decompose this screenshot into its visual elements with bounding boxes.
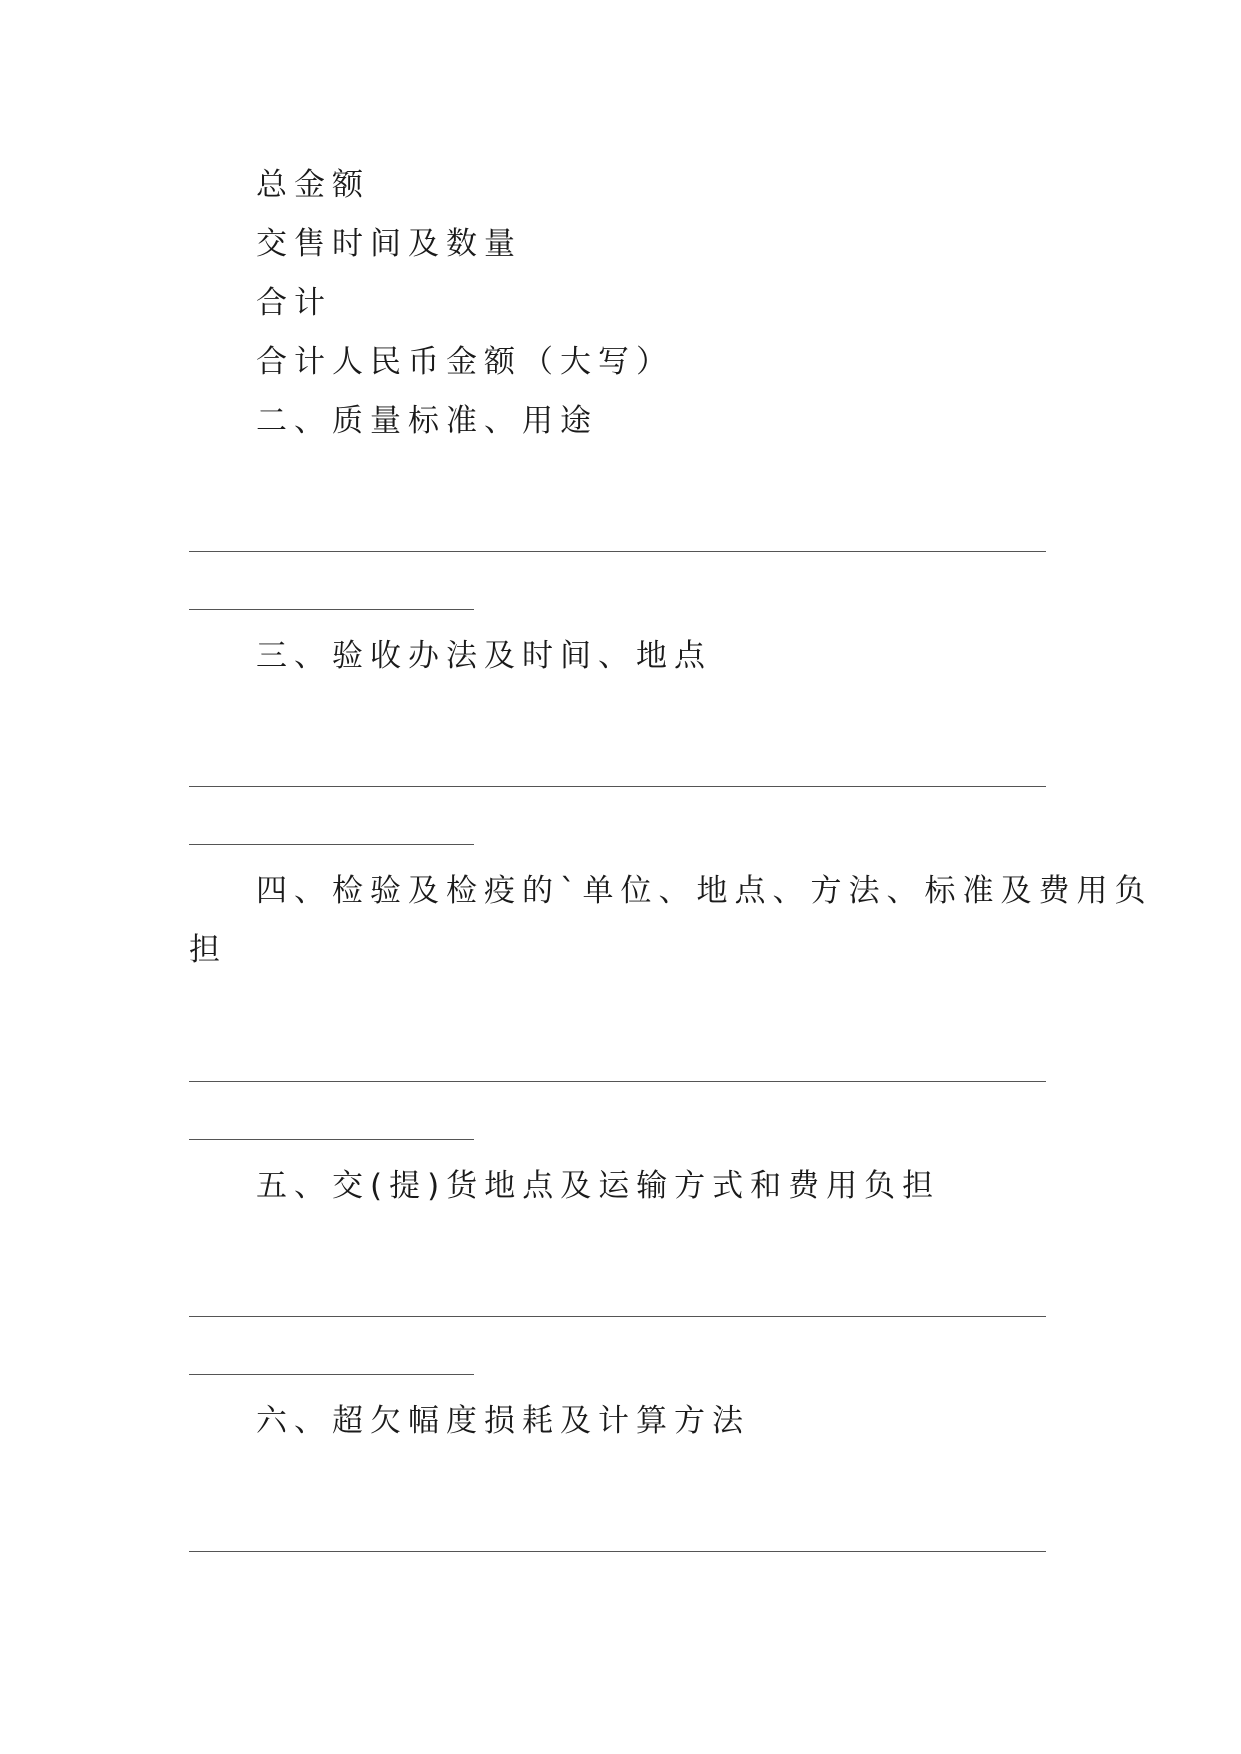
section-5-heading: 五、交(提)货地点及运输方式和费用负担 [256,1168,941,1204]
blank-fill-line [189,1081,1046,1082]
rmb-amount-label: 合计人民币金额（大写） [256,344,674,380]
blank-fill-line [189,786,1046,787]
section-4-heading: 四、检验及检疫的`单位、地点、方法、标准及费用负 [256,873,1153,909]
section-4-heading-continued: 担 [189,932,227,968]
blank-fill-line [189,844,474,845]
blank-fill-line [189,1551,1046,1552]
section-6-heading: 六、超欠幅度损耗及计算方法 [256,1403,750,1439]
blank-fill-line [189,1316,1046,1317]
section-2-heading: 二、质量标准、用途 [256,403,598,439]
blank-fill-line [189,1374,474,1375]
subtotal-label: 合计 [256,285,332,321]
section-3-heading: 三、验收办法及时间、地点 [256,638,712,674]
blank-fill-line [189,609,474,610]
blank-fill-line [189,551,1046,552]
blank-fill-line [189,1139,474,1140]
total-amount-label: 总金额 [256,167,370,203]
delivery-time-quantity-label: 交售时间及数量 [256,226,522,262]
